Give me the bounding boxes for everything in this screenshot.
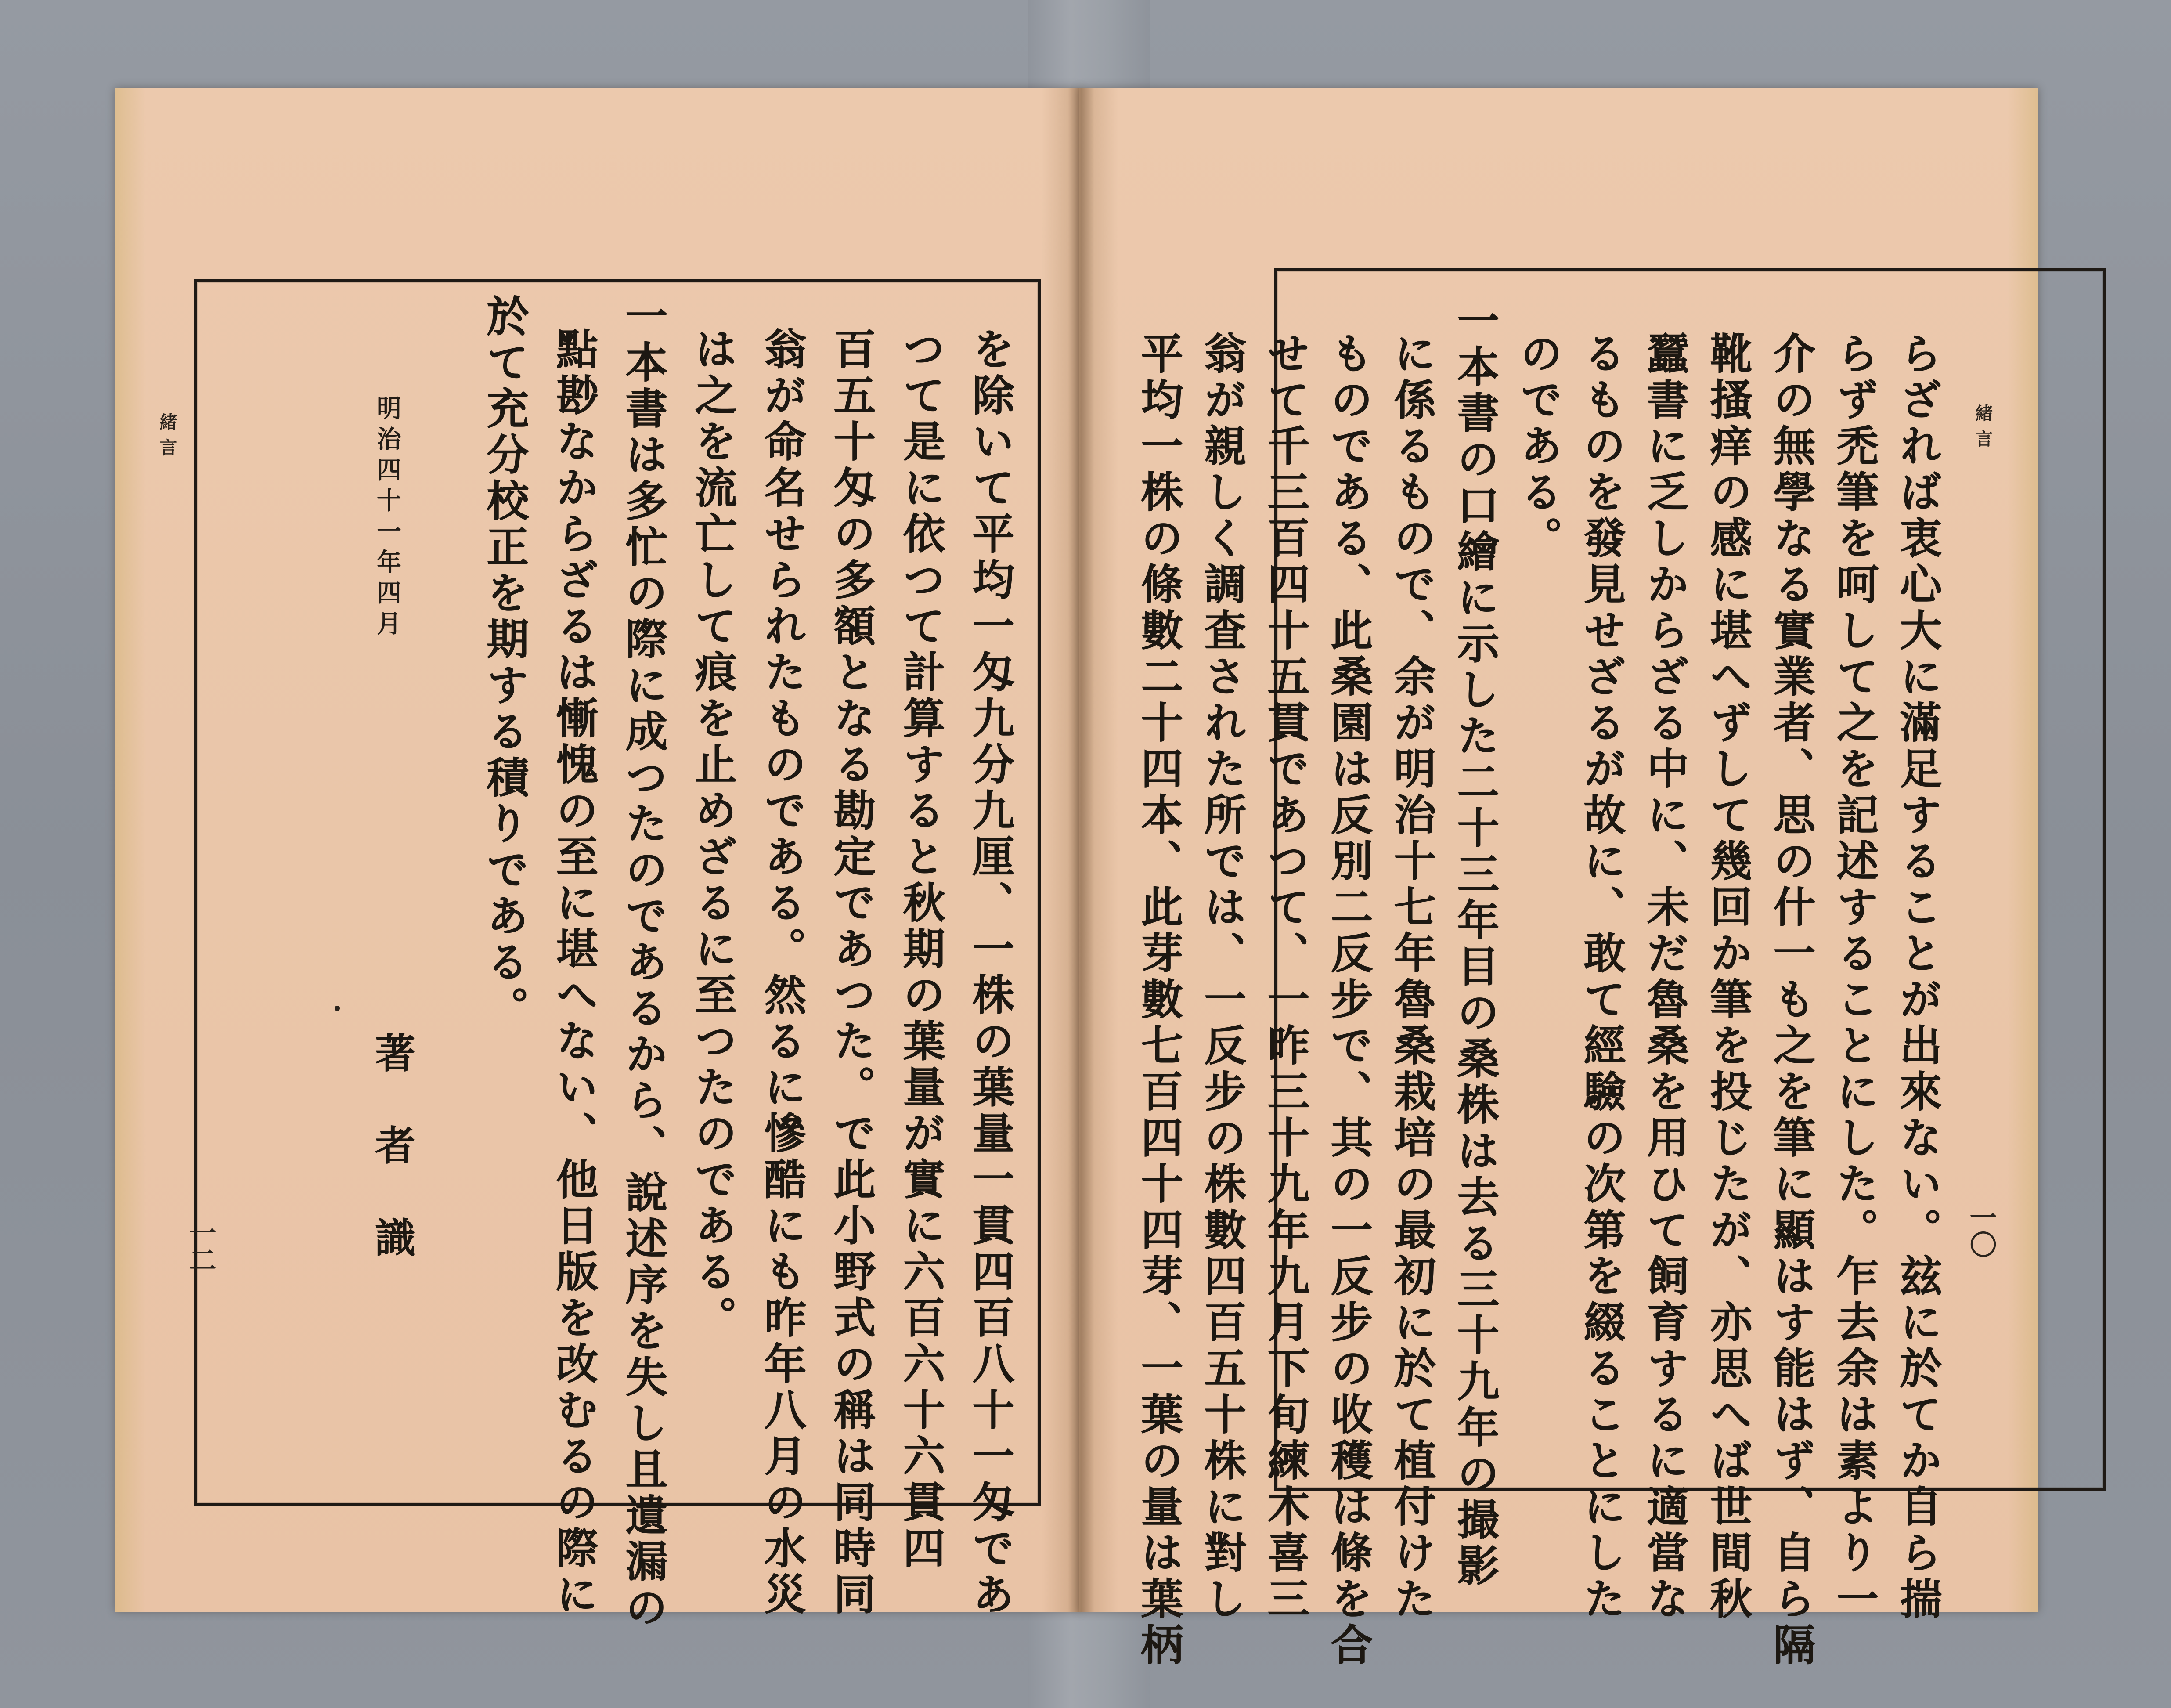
left-text-column-4: 翁が命名せられたものである。然るに慘酷にも昨年八月の水災	[757, 327, 807, 1618]
page-number-left: 一二	[184, 1219, 216, 1273]
right-text-column-11: せて千三百四十五貫であつて、一昨三十九年九月下旬練木喜三	[1261, 332, 1310, 1623]
left-text-column-6: 一本書は多忙の際に成つたのであるから、說述序を失し且遺漏の	[619, 294, 668, 1632]
right-text-column-3: 介の無學なる實業者、思の什一も之を筆に顯はす能はず、自ら隔	[1767, 332, 1816, 1669]
right-text-column-4: 靴搔痒の感に堪へずして幾回か筆を投じたが、亦思へば世間秋	[1703, 332, 1753, 1623]
date-line: 明治四十一年四月	[373, 395, 402, 641]
right-text-column-12: 翁が親しく調査された所では、一反步の株數四百五十株に對し	[1197, 332, 1247, 1623]
right-text-column-13: 平均一株の條數二十四本、此芽數七百四十四芽、一葉の量は葉柄	[1134, 332, 1184, 1669]
left-text-column-7: 點尠なからざるは慚愧の至に堪へない、他日版を改むるの際に	[549, 327, 599, 1618]
right-page	[1079, 88, 2038, 1669]
right-text-column-8: 一本書の口繪に示した二十三年目の桑株は去る三十九年の撮影	[1450, 299, 1500, 1590]
left-text-column-1: を除いて平均一匁九分九厘、一株の葉量一貫四百八十一匁であ	[966, 327, 1015, 1618]
book-gutter	[1068, 88, 1094, 1612]
left-text-column-3: 百五十匁の多額となる勘定であつた。で此小野式の稱は同時同	[827, 327, 876, 1618]
left-text-column-8: 於て充分校正を期する積りである。	[480, 294, 530, 1032]
open-book	[115, 88, 2038, 1669]
author-signature: 著者識	[368, 1032, 416, 1309]
right-text-column-1: らざれば衷心大に滿足することが出來ない。玆に於てか自ら揣	[1893, 332, 1943, 1623]
right-text-column-5: 蠶書に乏しからざる中に、未だ魯桑を用ひて飼育するに適當な	[1640, 332, 1690, 1623]
right-text-column-7: のである。	[1514, 332, 1563, 562]
running-head-right: 緒言	[1973, 404, 1993, 455]
left-page	[115, 88, 1081, 1632]
running-head-left: 緒言	[157, 413, 177, 464]
right-text-column-10: ものである、此桑園は反別二反步で、其の一反步の收穫は條を合	[1324, 332, 1374, 1669]
right-text-column-6: るものを發見せざるが故に、敢て經驗の次第を綴ることにした	[1577, 332, 1626, 1623]
right-text-column-2: らず禿筆を呵して之を記述することにした。乍去余は素より一	[1830, 332, 1879, 1623]
right-text-column-9: に係るもので、余が明治十七年魯桑栽培の最初に於て植付けた	[1387, 332, 1437, 1623]
left-text-column-2: つて是に依つて計算すると秋期の葉量が實に六百六十六貫四	[896, 327, 946, 1572]
ink-spot	[335, 1006, 340, 1011]
left-text-column-5: は之を流亡して痕を止めざるに至つたのである。	[688, 327, 738, 1342]
page-number-right: 一〇	[1965, 1203, 1997, 1258]
